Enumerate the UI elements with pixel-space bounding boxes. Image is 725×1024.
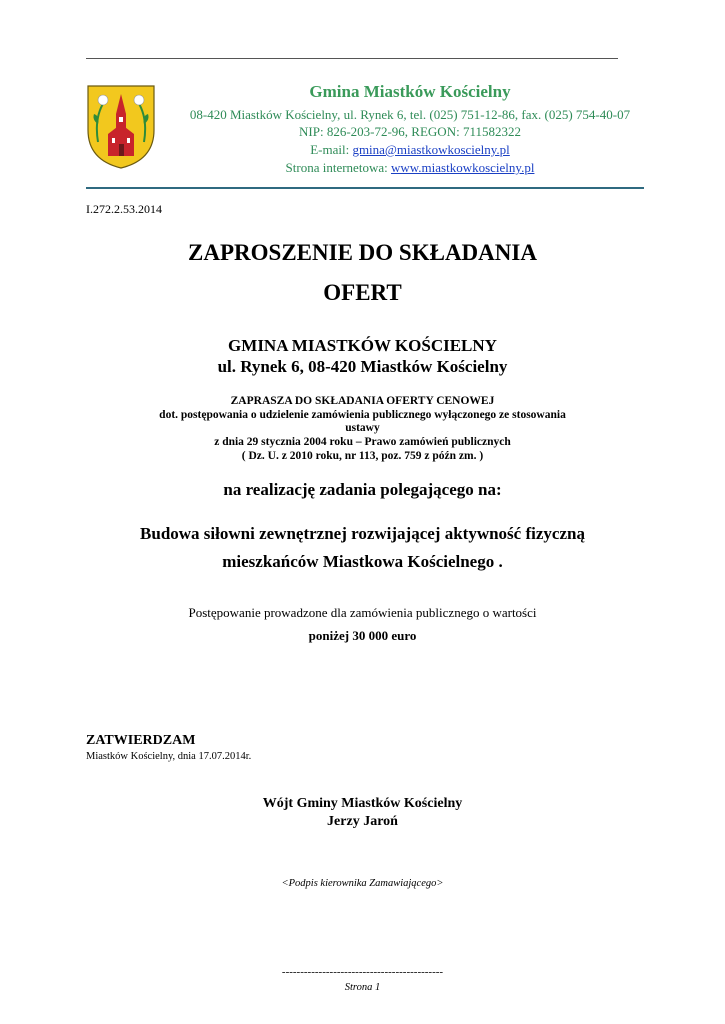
reference-number: I.272.2.53.2014: [86, 202, 162, 216]
task-intro: na realizację zadania polegającego na:: [223, 480, 502, 499]
municipality-nip-regon: NIP: 826-203-72-96, REGON: 711582322: [299, 124, 521, 139]
email-link[interactable]: gmina@miastkowkoscielny.pl: [352, 142, 510, 157]
task-description-line2: mieszkańców Miastkowa Kościelnego .: [222, 552, 503, 571]
municipality-name: Gmina Miastków Kościelny: [309, 82, 511, 101]
invitation-line5: ( Dz. U. z 2010 roku, nr 113, poz. 759 z późn zm. ): [241, 450, 484, 462]
organization-name: GMINA MIASTKÓW KOŚCIELNY: [228, 336, 497, 355]
municipality-website-line: [160, 160, 660, 176]
website-label: Strona internetowa:: [285, 160, 391, 175]
website-link[interactable]: www.miastkowkoscielny.pl: [390, 160, 535, 175]
invitation-line1: ZAPRASZA DO SKŁADANIA OFERTY CENOWEJ: [230, 395, 495, 407]
document-title-line1: ZAPROSZENIE DO SKŁADANIA: [188, 240, 537, 265]
approval-heading: ZATWIERDZAM: [86, 733, 196, 748]
signer-name: Jerzy Jaroń: [327, 814, 398, 829]
signature-note: <Podpis kierownika Zamawiającego>: [281, 878, 444, 889]
procurement-value-text: Postępowanie prowadzone dla zamówienia publicznego o wartości: [188, 605, 537, 620]
header-rule: [86, 187, 644, 189]
footer-separator: --------------------------------------------: [281, 966, 444, 978]
approval-date: Miastków Kościelny, dnia 17.07.2014r.: [86, 751, 252, 762]
coat-of-arms-icon: [86, 84, 156, 170]
task-description-line1: Budowa siłowni zewnętrznej rozwijającej aktywność fizyczną: [140, 524, 585, 543]
email-label: E-mail:: [310, 142, 353, 157]
municipality-email-line: [160, 142, 660, 158]
top-rule: [86, 58, 618, 59]
invitation-line2: dot. postępowania o udzielenie zamówienia publicznego wyłączonego ze stosowania: [159, 409, 566, 421]
signer-title: Wójt Gminy Miastków Kościelny: [262, 796, 463, 811]
organization-address: ul. Rynek 6, 08-420 Miastków Kościelny: [217, 357, 508, 376]
procurement-value-amount: poniżej 30 000 euro: [308, 628, 417, 643]
invitation-line4: z dnia 29 stycznia 2004 roku – Prawo zamówień publicznych: [214, 436, 511, 448]
municipality-address: 08-420 Miastków Kościelny, ul. Rynek 6, tel. (025) 751-12-86, fax. (025) 754-40-07: [189, 107, 631, 122]
invitation-line3: ustawy: [345, 422, 380, 434]
page-number: Strona 1: [344, 982, 381, 993]
document-title-line2: OFERT: [323, 280, 402, 305]
